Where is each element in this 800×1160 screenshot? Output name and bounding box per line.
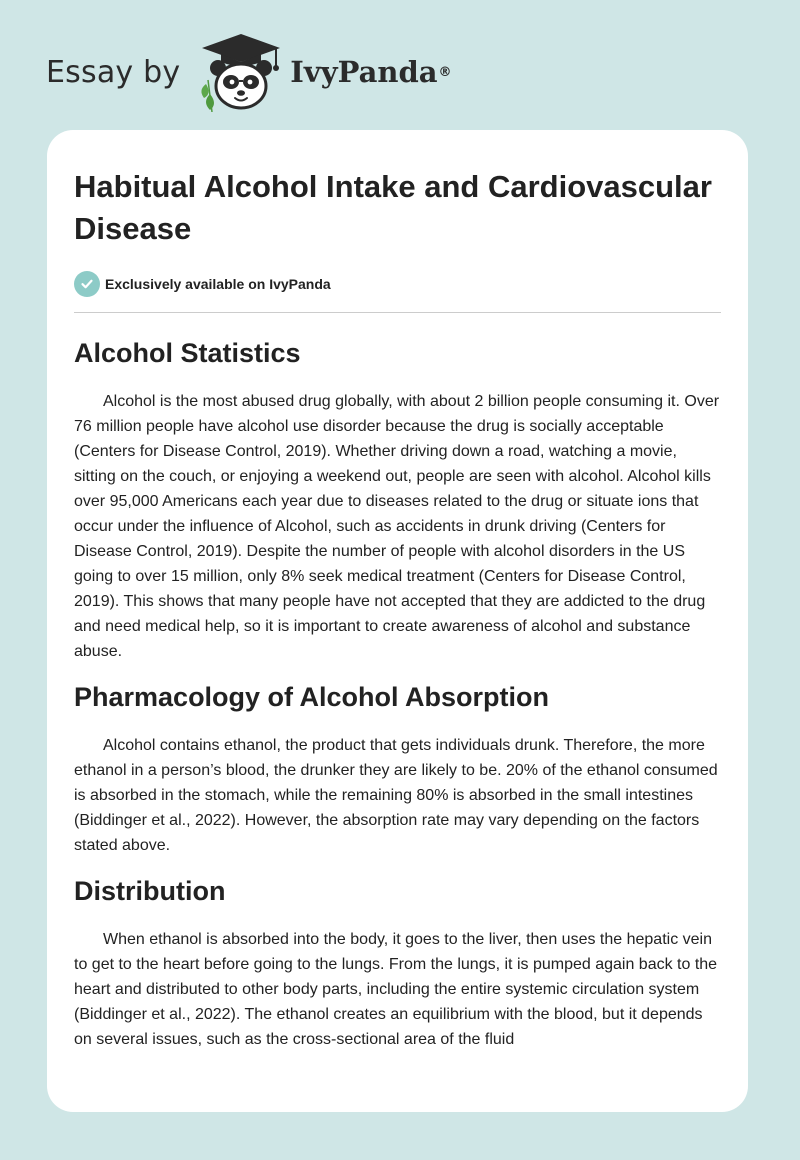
section-heading-distribution: Distribution [74,876,226,906]
exclusive-badge [74,270,721,298]
brand-prefix: Essay by [46,54,181,90]
section-paragraph-distribution: When ethanol is absorbed into the body, it goes to the liver, then uses the hepatic vein to get to the heart before going to the lungs. From the lungs, it is pumped again back to the heart and distributed to other body parts, including the entire systemic circulation system (Biddinger et al., 2022). The ethanol creates an equilibrium with the blood, but it depends on several issues, such as the cross-sectional area of the fluid [74,931,718,1048]
title-divider [74,312,721,313]
essay-title: Habitual Alcohol Intake and Cardiovascular Disease [74,169,712,246]
brand-name: IvyPanda [290,55,438,89]
section-heading-alcohol-statistics: Alcohol Statistics [74,338,301,368]
exclusive-label: Exclusively available on IvyPanda [105,276,331,292]
section-paragraph-alcohol-statistics: Alcohol is the most abused drug globally, with about 2 billion people consuming it. Over 76 million people have alcohol use disorder because the drug is socially acceptable (Centers for Disease Control, 2019). Whether driving down a road, watching a movie, sitting on the couch, or enjoying a weekend out, people are seen with alcohol. Alcohol kills over 95,000 Americans each year due to diseases related to the drug or situate ions that occur under the influence of Alcohol, such as accidents in drunk driving (Centers for Disease Control, 2019). Despite the number of people with alcohol disorders in the US going to over 15 million, only 8% seek medical treatment (Centers for Disease Control, 2019). This shows that many people have not accepted that they are addicted to the drug and need medical help, so it is important to create awareness of alcohol and substance abuse. [74,393,720,660]
essay-card [47,130,748,1112]
checkmark-icon [74,271,100,297]
section-paragraph-pharmacology: Alcohol contains ethanol, the product that gets individuals drunk. Therefore, the more ethanol in a person’s blood, the drunker they are likely to be. 20% of the ethanol consumed is absorbed in the stomach, while the remaining 80% is absorbed in the small intestines (Biddinger et al., 2022). However, the absorption rate may vary depending on the factors stated above. [74,737,718,854]
brand-header[interactable] [46,32,452,112]
panda-graduate-logo-icon [194,32,288,112]
registered-mark: ® [438,64,452,80]
section-heading-pharmacology: Pharmacology of Alcohol Absorption [74,682,550,712]
